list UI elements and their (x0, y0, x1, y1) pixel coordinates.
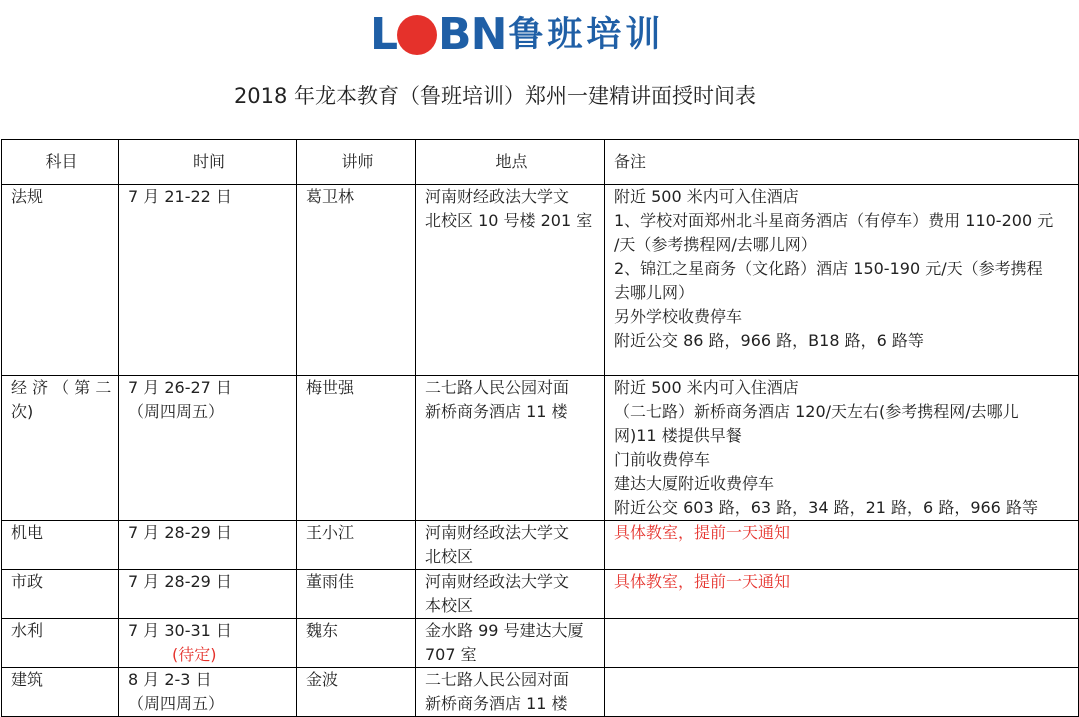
cell-time: 8 月 2-3 日 （周四周五） (119, 668, 297, 717)
pending-badge: (待定) (172, 645, 217, 664)
logo (370, 9, 665, 60)
cell-time: 7 月 30-31 日 (待定) (119, 619, 297, 668)
cell-time: 7 月 26-27 日 （周四周五） (119, 376, 297, 521)
page-title: 2018 年龙本教育（鲁班培训）郑州一建精讲面授时间表 (233, 84, 757, 108)
logo-chinese-text: 鲁班培训 (508, 15, 665, 55)
cell-time: 7 月 21-22 日 (119, 185, 297, 376)
cell-teacher: 葛卫林 (297, 185, 416, 376)
table-row (2, 668, 1079, 717)
cell-location: 金水路 99 号建达大厦 707 室 (416, 619, 605, 668)
cell-notes: 附近 500 米内可入住酒店 1、学校对面郑州北斗星商务酒店（有停车）费用 110-200 元 /天（参考携程网/去哪儿网） 2、锦江之星商务（文化路）酒店 150-190 元/天（参考携程 去哪儿网） 另外学校收费停车 附近公交 86 路，966 路，B18 路，6 路等 (605, 185, 1079, 376)
cell-subject: 经 济 （ 第 二 次) (2, 376, 119, 521)
cell-notes (605, 570, 1079, 619)
cell-subject: 法规 (2, 185, 119, 376)
cell-notes: 附近 500 米内可入住酒店 （二七路）新桥商务酒店 120/天左右(参考携程网/去哪儿 网)11 楼提供早餐 门前收费停车 建达大厦附近收费停车 附近公交 603 路，63 路，34 路，21 路，6 路，966 路等 (605, 376, 1079, 521)
cell-location: 河南财经政法大学文 本校区 (416, 570, 605, 619)
table-row (2, 570, 1079, 619)
cell-subject: 建筑 (2, 668, 119, 717)
table-row (2, 376, 1079, 521)
notice-text: 具体教室，提前一天通知 (614, 572, 791, 591)
cell-notes (605, 668, 1079, 717)
cell-teacher: 王小江 (297, 521, 416, 570)
table-header-row (2, 140, 1079, 185)
cell-location: 二七路人民公园对面 新桥商务酒店 11 楼 (416, 376, 605, 521)
cell-teacher: 董雨佳 (297, 570, 416, 619)
logo-mark-suffix: BN (438, 9, 507, 60)
cell-notes (605, 619, 1079, 668)
cell-teacher: 金波 (297, 668, 416, 717)
header-notes: 备注 (605, 140, 1079, 185)
table-row (2, 521, 1079, 570)
header-time: 时间 (119, 140, 297, 185)
schedule-table (1, 139, 1079, 717)
cell-teacher: 魏东 (297, 619, 416, 668)
cell-teacher: 梅世强 (297, 376, 416, 521)
header-location: 地点 (416, 140, 605, 185)
cell-location: 河南财经政法大学文 北校区 (416, 521, 605, 570)
cell-notes (605, 521, 1079, 570)
cell-location: 二七路人民公园对面 新桥商务酒店 11 楼 (416, 668, 605, 717)
cell-subject: 机电 (2, 521, 119, 570)
table-row (2, 619, 1079, 668)
cell-time: 7 月 28-29 日 (119, 521, 297, 570)
cell-location: 河南财经政法大学文 北校区 10 号楼 201 室 (416, 185, 605, 376)
table-row (2, 185, 1079, 376)
cell-time: 7 月 28-29 日 (119, 570, 297, 619)
notice-text: 具体教室，提前一天通知 (614, 523, 791, 542)
header-subject: 科目 (2, 140, 119, 185)
cell-subject: 市政 (2, 570, 119, 619)
cell-subject: 水利 (2, 619, 119, 668)
logo-mark (370, 9, 507, 60)
logo-red-circle (397, 15, 437, 55)
header-teacher: 讲师 (297, 140, 416, 185)
logo-mark-prefix: L (370, 9, 398, 60)
